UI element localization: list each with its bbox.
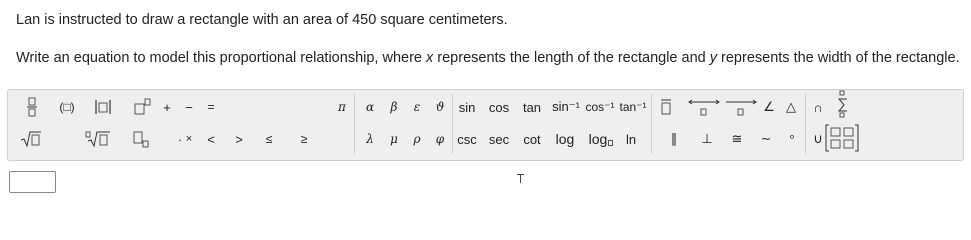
- subscript-icon[interactable]: [131, 128, 151, 150]
- sin-button[interactable]: sin: [458, 99, 476, 115]
- minus-button[interactable]: −: [185, 99, 193, 115]
- overline-icon[interactable]: [658, 96, 674, 118]
- arccos-button[interactable]: cos⁻¹: [585, 100, 615, 114]
- greater-equal-button[interactable]: ≥: [300, 132, 308, 146]
- arctan-button[interactable]: tan⁻¹: [619, 100, 647, 114]
- rho-button[interactable]: ρ: [413, 132, 421, 146]
- phi-button[interactable]: φ: [435, 132, 445, 146]
- triangle-button[interactable]: △: [786, 99, 796, 114]
- alpha-button[interactable]: α: [365, 100, 375, 114]
- pi-button[interactable]: π: [338, 100, 346, 114]
- placeholder-icon: [608, 140, 613, 146]
- question-line-2: [16, 50, 960, 66]
- parentheses-button[interactable]: (□): [59, 100, 75, 114]
- log-base-button[interactable]: [586, 128, 616, 150]
- line-icon[interactable]: [688, 96, 720, 118]
- csc-button[interactable]: csc: [457, 131, 477, 147]
- exponent-icon[interactable]: [131, 96, 153, 118]
- nthroot-icon[interactable]: [85, 128, 111, 150]
- cos-button[interactable]: cos: [488, 99, 510, 115]
- answer-input[interactable]: [9, 171, 56, 193]
- text-cursor-icon: [520, 174, 521, 183]
- dot-button[interactable]: ·: [177, 131, 183, 147]
- divider: [805, 94, 806, 154]
- divider: [651, 94, 652, 154]
- ray-icon[interactable]: [725, 96, 757, 118]
- congruent-button[interactable]: ≅: [731, 131, 743, 146]
- arcsin-button[interactable]: sin⁻¹: [552, 99, 580, 114]
- abs-icon[interactable]: [92, 96, 114, 118]
- divider: [354, 94, 355, 154]
- similar-button[interactable]: ∼: [760, 131, 772, 146]
- perpendicular-button[interactable]: ⊥: [701, 131, 713, 146]
- question-text: represents the length of the rectangle and: [433, 50, 710, 66]
- mu-button[interactable]: μ: [390, 132, 398, 146]
- plus-button[interactable]: +: [163, 99, 171, 115]
- log-button[interactable]: log: [555, 131, 575, 147]
- cot-button[interactable]: cot: [523, 131, 541, 147]
- question-text: represents the width of the rectangle.: [717, 50, 960, 66]
- sum-icon[interactable]: [835, 90, 851, 118]
- log-base-label: log: [588, 131, 608, 147]
- variable-x: x: [426, 50, 434, 66]
- tan-button[interactable]: tan: [522, 99, 542, 115]
- beta-button[interactable]: β: [390, 100, 398, 114]
- divider: [452, 94, 453, 154]
- sec-button[interactable]: sec: [488, 131, 510, 147]
- less-than-button[interactable]: <: [207, 131, 215, 147]
- less-equal-button[interactable]: ≤: [265, 132, 273, 146]
- angle-button[interactable]: ∠: [763, 99, 775, 114]
- times-button[interactable]: ×: [185, 133, 193, 145]
- theta-button[interactable]: ϑ: [435, 100, 445, 114]
- epsilon-button[interactable]: ε: [413, 100, 421, 114]
- intersection-button[interactable]: ∩: [813, 99, 823, 115]
- ln-button[interactable]: ln: [625, 131, 637, 147]
- greater-than-button[interactable]: >: [235, 131, 243, 147]
- math-toolbar: [7, 89, 964, 161]
- sqrt-icon[interactable]: [20, 128, 42, 150]
- equals-button[interactable]: =: [207, 100, 215, 114]
- fraction-icon[interactable]: [24, 96, 40, 118]
- question-line-1: Lan is instructed to draw a rectangle with an area of 450 square centimeters.: [16, 12, 508, 28]
- degree-button[interactable]: °: [789, 131, 795, 147]
- lambda-button[interactable]: λ: [366, 132, 374, 146]
- union-button[interactable]: ∪: [813, 131, 823, 146]
- parallel-button[interactable]: ∥: [670, 131, 678, 146]
- question-text: Write an equation to model this proportional relationship, where: [16, 50, 426, 66]
- variable-y: y: [709, 50, 717, 66]
- matrix-icon[interactable]: [824, 123, 860, 153]
